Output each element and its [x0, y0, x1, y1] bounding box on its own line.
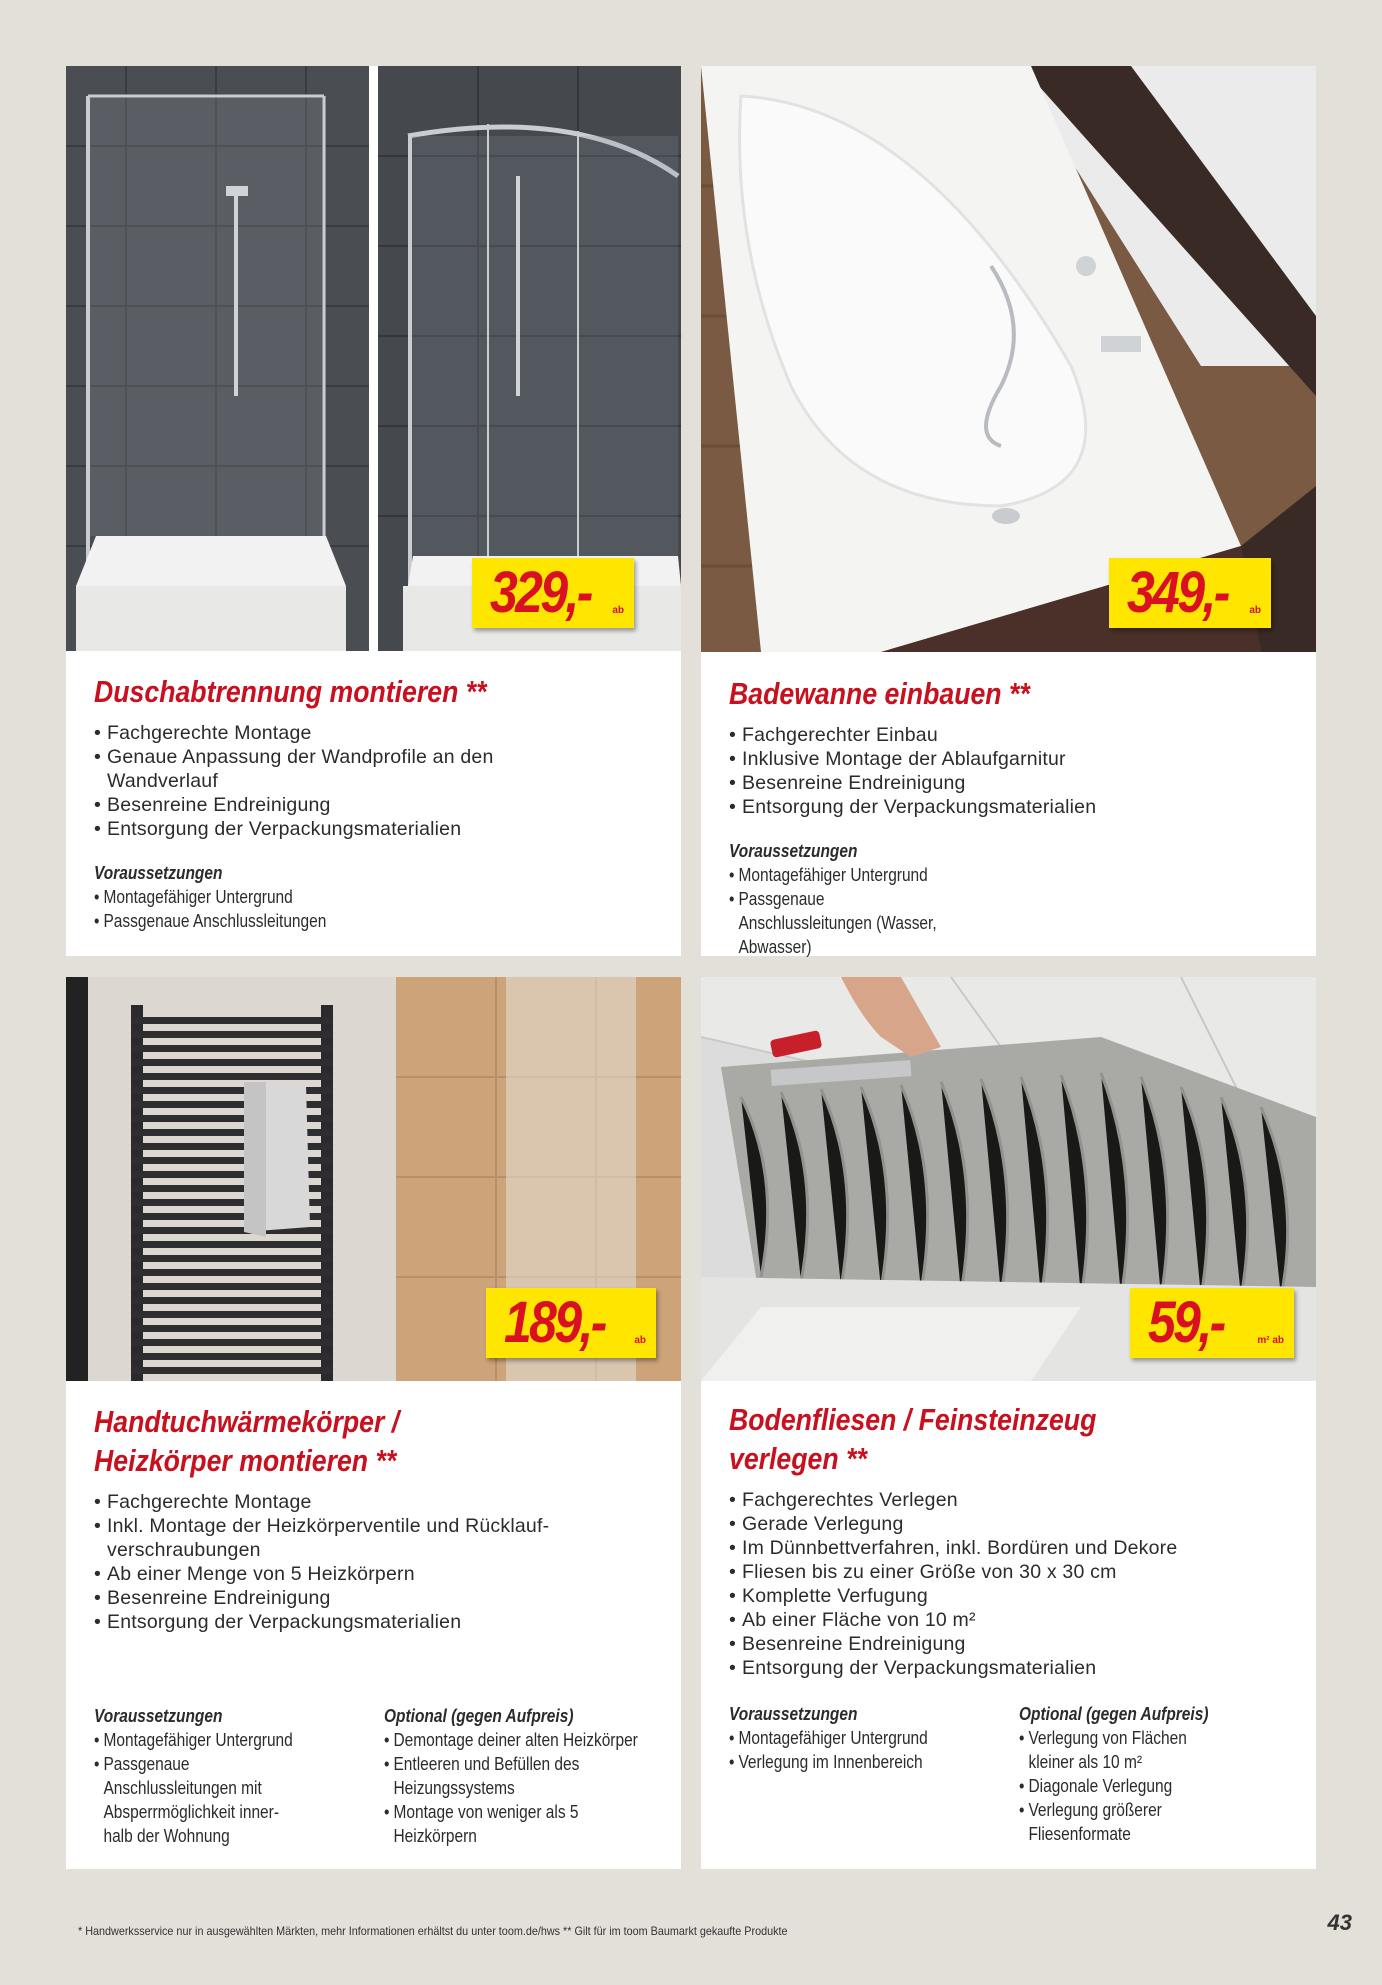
requirements-heading: Voraussetzungen [729, 841, 858, 861]
list-item: • Genaue Anpassung der Wandprofile an den Wandverlauf [94, 745, 577, 793]
content-shower [94, 672, 654, 933]
footnote: * Handwerksservice nur in ausgewählten Märkten, mehr Informationen erhältst du unter toom.de/hws ** Gilt für im toom Baumarkt gekaufte Produkte [78, 1924, 788, 1938]
optional-heading: Optional (gegen Aufpreis) [1019, 1704, 1209, 1724]
content-tiles [729, 1400, 1299, 1846]
list-item: • Ab einer Fläche von 10 m² [729, 1608, 1299, 1632]
list-item: • Fliesen bis zu einer Größe von 30 x 30 cm [729, 1560, 1299, 1584]
list-item: • Entsorgung der Verpackungsmaterialien [729, 795, 1289, 819]
requirements-heading: Voraussetzungen [94, 863, 223, 883]
requirements [94, 1704, 384, 1848]
list-item: • Inklusive Montage der Ablaufgarnitur [729, 747, 1289, 771]
list-item: • Fachgerechter Einbau [729, 723, 1289, 747]
price-tag-radiator [486, 1288, 656, 1358]
list-item: • Passgenaue Anschlussleitungen [94, 909, 662, 933]
requirements-heading: Voraussetzungen [94, 1706, 223, 1726]
optional [1019, 1702, 1289, 1846]
price-tag-tiles [1130, 1288, 1294, 1358]
requirements [729, 839, 1289, 959]
optional-heading: Optional (gegen Aufpreis) [384, 1706, 574, 1726]
list-item: • Passgenaue Anschlussleitungen (Wasser, Abwasser) [729, 887, 953, 959]
list-item: • Fachgerechte Montage [94, 1490, 664, 1514]
list-item: • Entleeren und Befüllen des Heizungssystems [384, 1752, 591, 1800]
feature-list [729, 1488, 1299, 1680]
list-item: • Verlegung im Innenbereich [729, 1750, 1028, 1774]
requirements [94, 861, 654, 933]
feature-list [94, 1490, 664, 1634]
list-item: • Entsorgung der Verpackungsmaterialien [94, 1610, 664, 1634]
list-item: • Besenreine Endreinigung [729, 771, 1289, 795]
list-item: • Im Dünnbettverfahren, inkl. Bordüren und Dekore [729, 1536, 1299, 1560]
card-title: Duschabtrennung montieren ** [94, 674, 487, 709]
content-radiator [94, 1402, 664, 1848]
card-title: Badewanne einbauen ** [729, 676, 1030, 711]
list-item: • Passgenaue Anschlussleitungen mit Absperrmöglichkeit inner-halb der Wohnung [94, 1752, 301, 1848]
price-amount: 349,- [1127, 560, 1228, 625]
optional [384, 1704, 664, 1848]
list-item: • Entsorgung der Verpackungsmaterialien [729, 1656, 1299, 1680]
price-amount: 189,- [504, 1290, 605, 1355]
price-tag-bathtub [1109, 558, 1271, 628]
list-item: • Montagefähiger Untergrund [94, 885, 662, 909]
card-title: Bodenfliesen / Feinsteinzeug verlegen ** [729, 1402, 1097, 1476]
list-item: • Ab einer Menge von 5 Heizkörpern [94, 1562, 664, 1586]
feature-list [729, 723, 1289, 819]
price-unit: ab [1249, 605, 1261, 616]
requirements [729, 1702, 1019, 1846]
price-amount: 59,- [1148, 1290, 1224, 1355]
list-item: • Inkl. Montage der Heizkörperventile und Rücklauf-verschraubungen [94, 1514, 647, 1562]
price-unit: ab [612, 605, 624, 616]
feature-list [94, 721, 654, 841]
list-item: • Montagefähiger Untergrund [94, 1728, 393, 1752]
list-item: • Verlegung von Flächen kleiner als 10 m² [1019, 1726, 1235, 1774]
card-title: Handtuchwärmekörper / Heizkörper montieren ** [94, 1404, 400, 1478]
list-item: • Besenreine Endreinigung [94, 793, 654, 817]
list-item: • Entsorgung der Verpackungsmaterialien [94, 817, 654, 841]
list-item: • Komplette Verfugung [729, 1584, 1299, 1608]
list-item: • Demontage deiner alten Heizkörper [384, 1728, 673, 1752]
list-item: • Gerade Verlegung [729, 1512, 1299, 1536]
list-item: • Montagefähiger Untergrund [729, 1726, 1028, 1750]
list-item: • Montage von weniger als 5 Heizkörpern [384, 1800, 583, 1848]
shower-photo-left [66, 66, 369, 651]
content-bathtub [729, 674, 1289, 959]
page-number: 43 [1327, 1910, 1352, 1935]
list-item: • Fachgerechtes Verlegen [729, 1488, 1299, 1512]
list-item: • Fachgerechte Montage [94, 721, 654, 745]
list-item: • Verlegung größerer Fliesenformate [1019, 1798, 1200, 1846]
requirements-heading: Voraussetzungen [729, 1704, 858, 1724]
price-unit: m² ab [1257, 1335, 1284, 1346]
price-unit: ab [634, 1335, 646, 1346]
price-tag-shower [472, 558, 634, 628]
list-item: • Montagefähiger Untergrund [729, 863, 1297, 887]
price-amount: 329,- [490, 560, 591, 625]
list-item: • Diagonale Verlegung [1019, 1774, 1298, 1798]
list-item: • Besenreine Endreinigung [94, 1586, 664, 1610]
list-item: • Besenreine Endreinigung [729, 1632, 1299, 1656]
